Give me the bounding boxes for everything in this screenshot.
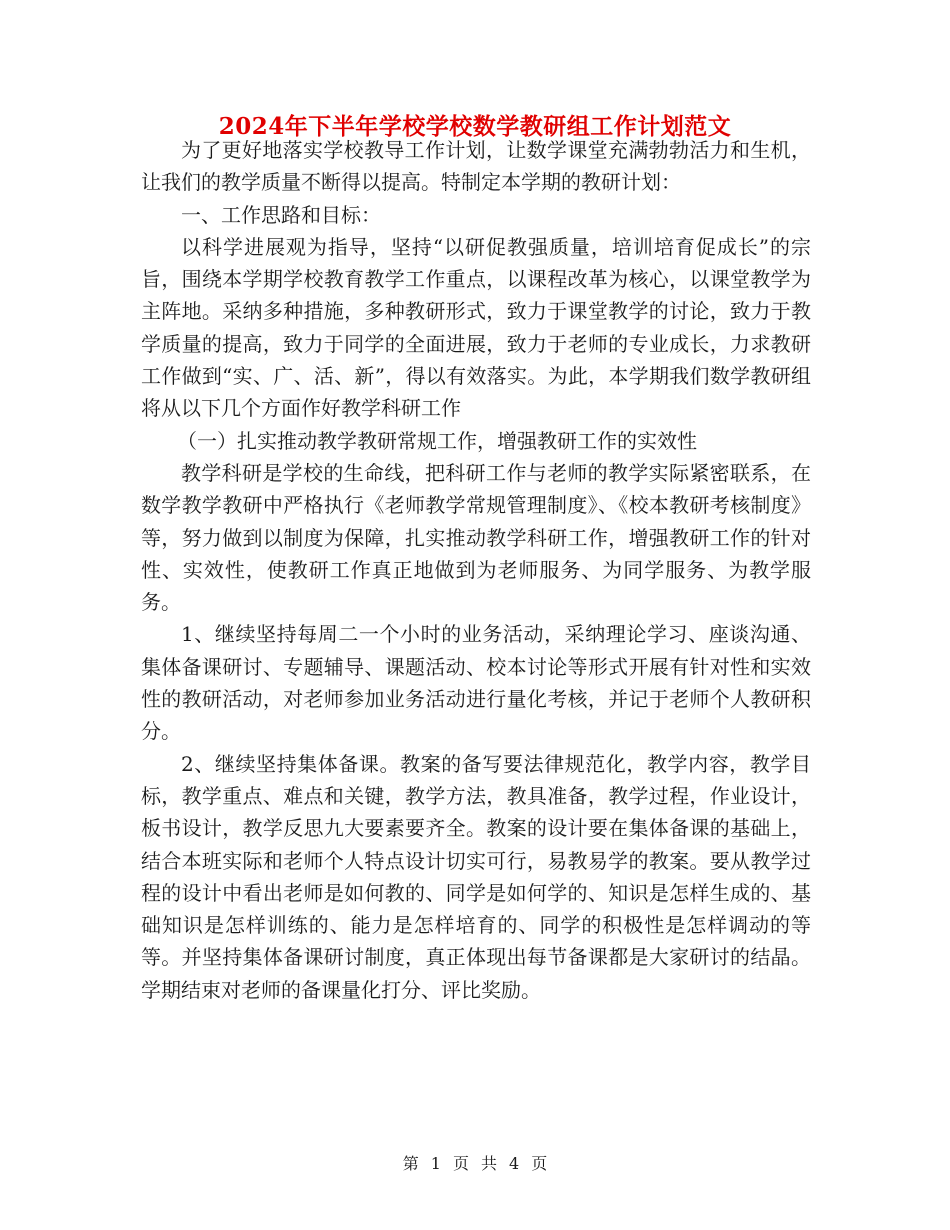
document-title: 2024年下半年学校学校数学教研组工作计划范文 xyxy=(218,113,732,140)
intro-paragraph: 为了更好地落实学校教导工作计划，让数学课堂充满勃勃活力和生机，让我们的教学质量不断得以提高。特制定本学期的教研计划： xyxy=(141,138,811,195)
page-label-prefix: 第 xyxy=(402,1154,419,1173)
research-lifeline-paragraph: 教学科研是学校的生命线，把科研工作与老师的教学实际紧密联系，在数学教学教研中严格执行《老师教学常规管理制度》、《校本教研考核制度》等，努力做到以制度为保障，扎实推动教学科研工作，增强教研工作的针对性、实效性，使教研工作真正地做到为老师服务、为同学服务、为教学服务。 xyxy=(141,460,811,615)
current-page-number: 1 xyxy=(430,1154,441,1173)
page-footer xyxy=(0,1153,950,1175)
total-label: 共 xyxy=(481,1154,498,1173)
subsection-heading-routine-work: （一）扎实推动教学教研常规工作，增强教研工作的实效性 xyxy=(177,428,697,453)
page-label-suffix: 页 xyxy=(531,1154,548,1173)
item-1-paragraph: 1、继续坚持每周二一个小时的业务活动，采纳理论学习、座谈沟通、集体备课研讨、专题辅导、课题活动、校本讨论等形式开展有针对性和实效性的教研活动，对老师参加业务活动进行量化考核，并记于老师个人教研积分。 xyxy=(141,622,811,744)
section-heading-work-ideas: 一、工作思路和目标： xyxy=(181,202,381,227)
item-2-paragraph: 2、继续坚持集体备课。教案的备写要法律规范化，教学内容，教学目标，教学重点、难点和关键，教学方法，教具准备，教学过程，作业设计，板书设计，教学反思九大要素要齐全。教案的设计要在集体备课的基础上，结合本班实际和老师个人特点设计切实可行，易教易学的教案。要从教学过程的设计中看出老师是如何教的、同学是如何学的、知识是怎样生成的、基础知识是怎样训练的、能力是怎样培育的、同学的积极性是怎样调动的等等。并坚持集体备课研讨制度，真正体现出每节备课都是大家研讨的结晶。学期结束对老师的备课量化打分、评比奖励。 xyxy=(141,751,811,1002)
total-pages-number: 4 xyxy=(509,1154,520,1173)
work-ideas-paragraph: 以科学进展观为指导，坚持“以研促教强质量，培训培育促成长”的宗旨，围绕本学期学校教育教学工作重点，以课程改革为核心，以课堂教学为主阵地。采纳多种措施，多种教研形式，致力于课堂教学的讨论，致力于教学质量的提高，致力于同学的全面进展，致力于老师的专业成长，力求教研工作做到“实、广、活、新”，得以有效落实。为此，本学期我们数学教研组将从以下几个方面作好教学科研工作 xyxy=(141,234,811,421)
document-body xyxy=(141,134,811,1006)
page-label-mid: 页 xyxy=(452,1154,469,1173)
